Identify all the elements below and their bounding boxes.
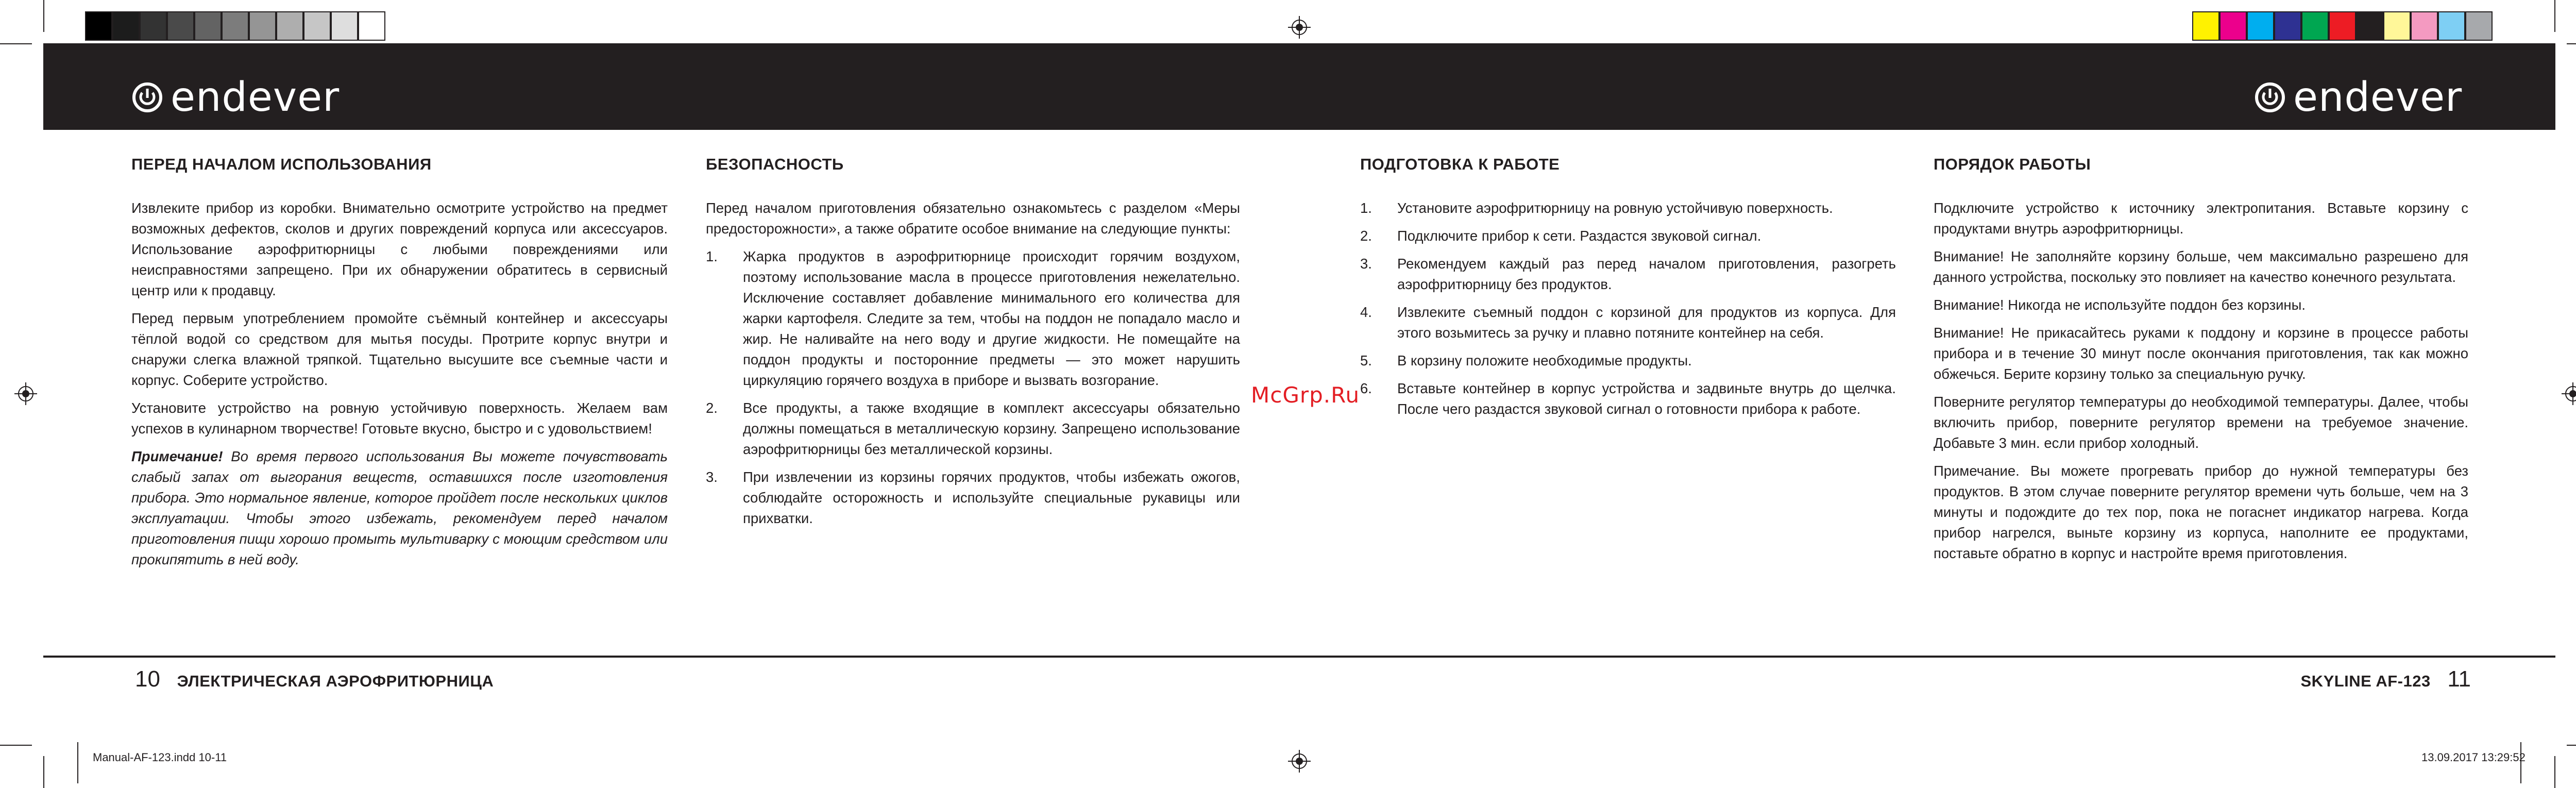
crop-mark [2567, 43, 2576, 44]
paragraph: Извлеките прибор из коробки. Внимательно осмотрите устройство на предмет возможных дефектов, сколов и других повреждений корпуса или аксессуаров. Использование аэрофритюрницы с любыми повреждениями или неисправностями запрещено. При их обнаружении обратитесь в сервисный центр или к продавцу. [131, 200, 668, 298]
crop-mark [77, 742, 78, 783]
registration-mark-icon [14, 382, 37, 405]
note [131, 446, 668, 570]
list-number: 4. [1360, 304, 1372, 320]
crop-mark [0, 745, 32, 746]
paragraph: Внимание! Не прикасайтесь руками к поддону и корзине в процессе работы прибора и в течение 30 минут после окончания приготовления, так как можно обжечься. Берите корзину только за специальную ручку. [1934, 325, 2468, 382]
section-title: ПОРЯДОК РАБОТЫ [1934, 155, 2091, 173]
paragraph: Перед первым употреблением промойте съёмный контейнер и аксессуары тёплой водой со средством для мытья посуды. Протрите корпус внутри и снаружи слегка влажной тряпкой. Тщательно высушите все съемные части и корпус. Соберите устройство. [131, 310, 668, 388]
color-swatch [2247, 11, 2274, 41]
note-label: Примечание! [131, 448, 223, 464]
color-swatch [85, 11, 112, 41]
crop-mark [0, 43, 32, 44]
footer-title-right: SKYLINE AF-123 [2300, 672, 2431, 690]
list-text: Установите аэрофритюрницу на ровную устойчивую поверхность. [1397, 200, 1833, 216]
list-item [1360, 254, 1896, 295]
registration-mark-icon [2562, 382, 2576, 405]
list-item [1360, 350, 1896, 371]
brand-logo-right [2254, 74, 2463, 121]
header-band [43, 43, 2555, 130]
crop-mark [43, 0, 44, 32]
list-item [1360, 378, 1896, 420]
crop-mark [2554, 756, 2555, 788]
color-swatch [2301, 11, 2329, 41]
page-number-right: 11 [2447, 666, 2471, 692]
color-swatch [194, 11, 222, 41]
list-item [706, 246, 1240, 391]
power-icon [2254, 81, 2286, 113]
slug-file: Manual-AF-123.indd 10-11 [93, 751, 227, 764]
power-icon [131, 81, 163, 113]
section-before-use [131, 155, 668, 577]
safety-list [706, 246, 1240, 529]
watermark: McGrp.Ru [1251, 382, 1360, 408]
list-number: 2. [706, 400, 718, 416]
color-swatch [112, 11, 140, 41]
color-swatch [249, 11, 276, 41]
paragraph: Установите устройство на ровную устойчивую поверхность. Желаем вам успехов в кулинарном творчестве! Готовьте вкусно, быстро и с удовольствием! [131, 400, 668, 437]
brand-logo-left [131, 74, 340, 121]
color-swatch [222, 11, 249, 41]
list-item [1360, 198, 1896, 219]
list-text: Жарка продуктов в аэрофритюрнице происходит горячим воздухом, поэтому использование масла в процессе приготовления нежелательно. Исключение составляет добавление минимального его количества для жарки картофеля. Следите за тем, чтобы на поддон не попадало масло и жир. Не наливайте на него воду и другие жидкости. Не помещайте на поддон продукты и посторонние предметы — это может нарушить циркуляцию горячего воздуха в приборе и вызвать возгорание. [743, 248, 1240, 388]
gray-swatch-bar [85, 11, 385, 41]
crop-mark [2554, 0, 2555, 32]
list-number: 3. [1360, 256, 1372, 272]
paragraph: Перед началом приготовления обязательно ознакомьтесь с разделом «Меры предосторожности», а также обратите особое внимание на следующие пункты: [706, 200, 1240, 237]
note-text: Во время первого использования Вы можете почувствовать слабый запах от выгорания веществ, оставшихся после изготовления прибора. Это нормальное явление, которое пройдет после нескольких циклов эксплуатации. Чтобы этого избежать, рекомендуем перед началом приготовления пищи хорошо промыть мультиварку с моющим средством или прокипятить в ней воду. [131, 448, 668, 567]
list-number: 3. [706, 469, 718, 485]
paragraph: Внимание! Не заполняйте корзину больше, чем максимально разрешено для данного устройства, поскольку это повлияет на качество конечного результата. [1934, 248, 2468, 285]
list-text: Вставьте контейнер в корпус устройства и задвиньте внутрь до щелчка. После чего раздастся звуковой сигнал о готовности прибора к работе. [1397, 380, 1896, 417]
section-title: БЕЗОПАСНОСТЬ [706, 155, 844, 173]
color-swatch [358, 11, 385, 41]
color-swatch [303, 11, 331, 41]
section-title: ПЕРЕД НАЧАЛОМ ИСПОЛЬЗОВАНИЯ [131, 155, 432, 173]
list-number: 1. [706, 248, 718, 264]
list-number: 2. [1360, 228, 1372, 244]
footer-left [135, 666, 494, 692]
section-title: ПОДГОТОВКА К РАБОТЕ [1360, 155, 1560, 173]
crop-mark [43, 756, 44, 788]
color-swatch [276, 11, 303, 41]
slug-date: 13.09.2017 13:29:52 [2421, 751, 2526, 764]
list-text: Подключите прибор к сети. Раздастся звуковой сигнал. [1397, 228, 1761, 244]
logo-wordmark: endever [171, 74, 340, 121]
list-item [706, 467, 1240, 529]
list-text: В корзину положите необходимые продукты. [1397, 353, 1692, 368]
list-text: Извлеките съемный поддон с корзиной для продуктов из корпуса. Для этого возьмитесь за ручку и плавно потяните контейнер на себя. [1397, 304, 1896, 341]
registration-mark-icon [1288, 16, 1311, 39]
section-operation [1934, 155, 2468, 571]
color-swatch [331, 11, 358, 41]
footer-rule [43, 656, 2555, 658]
color-swatch [2329, 11, 2356, 41]
color-swatch [2438, 11, 2465, 41]
footer-title-left: ЭЛЕКТРИЧЕСКАЯ АЭРОФРИТЮРНИЦА [177, 672, 494, 690]
paragraph: Подключите устройство к источнику электропитания. Вставьте корзину с продуктами внутрь аэрофритюрницы. [1934, 200, 2468, 237]
preparation-list [1360, 198, 1896, 420]
registration-mark-icon [1288, 750, 1311, 773]
color-swatch [2356, 11, 2383, 41]
list-text: Все продукты, а также входящие в комплект аксессуары обязательно должны помещаться в металлическую корзину. Запрещено использование аэрофритюрницы без металлической корзины. [743, 400, 1240, 457]
section-preparation [1360, 155, 1896, 427]
list-text: Рекомендуем каждый раз перед началом приготовления, разогреть аэрофритюрницу без продуктов. [1397, 256, 1896, 292]
color-swatch-bar [2192, 11, 2493, 41]
list-number: 6. [1360, 380, 1372, 396]
list-text: При извлечении из корзины горячих продуктов, чтобы избежать ожогов, соблюдайте осторожность и используйте специальные рукавицы или прихватки. [743, 469, 1240, 526]
color-swatch [140, 11, 167, 41]
footer-right [2300, 666, 2471, 692]
paragraph: Внимание! Никогда не используйте поддон без корзины. [1934, 297, 2306, 313]
list-item [1360, 302, 1896, 343]
paragraph: Примечание. Вы можете прогревать прибор до нужной температуры без продуктов. В этом случае поверните регулятор времени чуть больше, чем на 3 минуты и подождите до тех пор, пока не погаснет индикатор нагрева. Когда прибор нагрелся, выньте корзину из корпуса, наполните ее продуктами, поставьте обратно в корпус и настройте время приготовления. [1934, 463, 2468, 561]
section-safety [706, 155, 1240, 536]
list-item [706, 398, 1240, 460]
crop-mark [2567, 745, 2576, 746]
paragraph: Поверните регулятор температуры до необходимой температуры. Далее, чтобы включить прибор, поверните регулятор времени на требуемое значение. Добавьте 3 мин. если прибор холодный. [1934, 394, 2468, 451]
page-number-left: 10 [135, 666, 160, 692]
color-swatch [2383, 11, 2411, 41]
color-swatch [2219, 11, 2247, 41]
color-swatch [2465, 11, 2493, 41]
list-item [1360, 226, 1896, 246]
list-number: 1. [1360, 200, 1372, 216]
color-swatch [2411, 11, 2438, 41]
color-swatch [167, 11, 194, 41]
logo-wordmark: endever [2293, 74, 2463, 121]
list-number: 5. [1360, 353, 1372, 368]
color-swatch [2274, 11, 2301, 41]
color-swatch [2192, 11, 2219, 41]
